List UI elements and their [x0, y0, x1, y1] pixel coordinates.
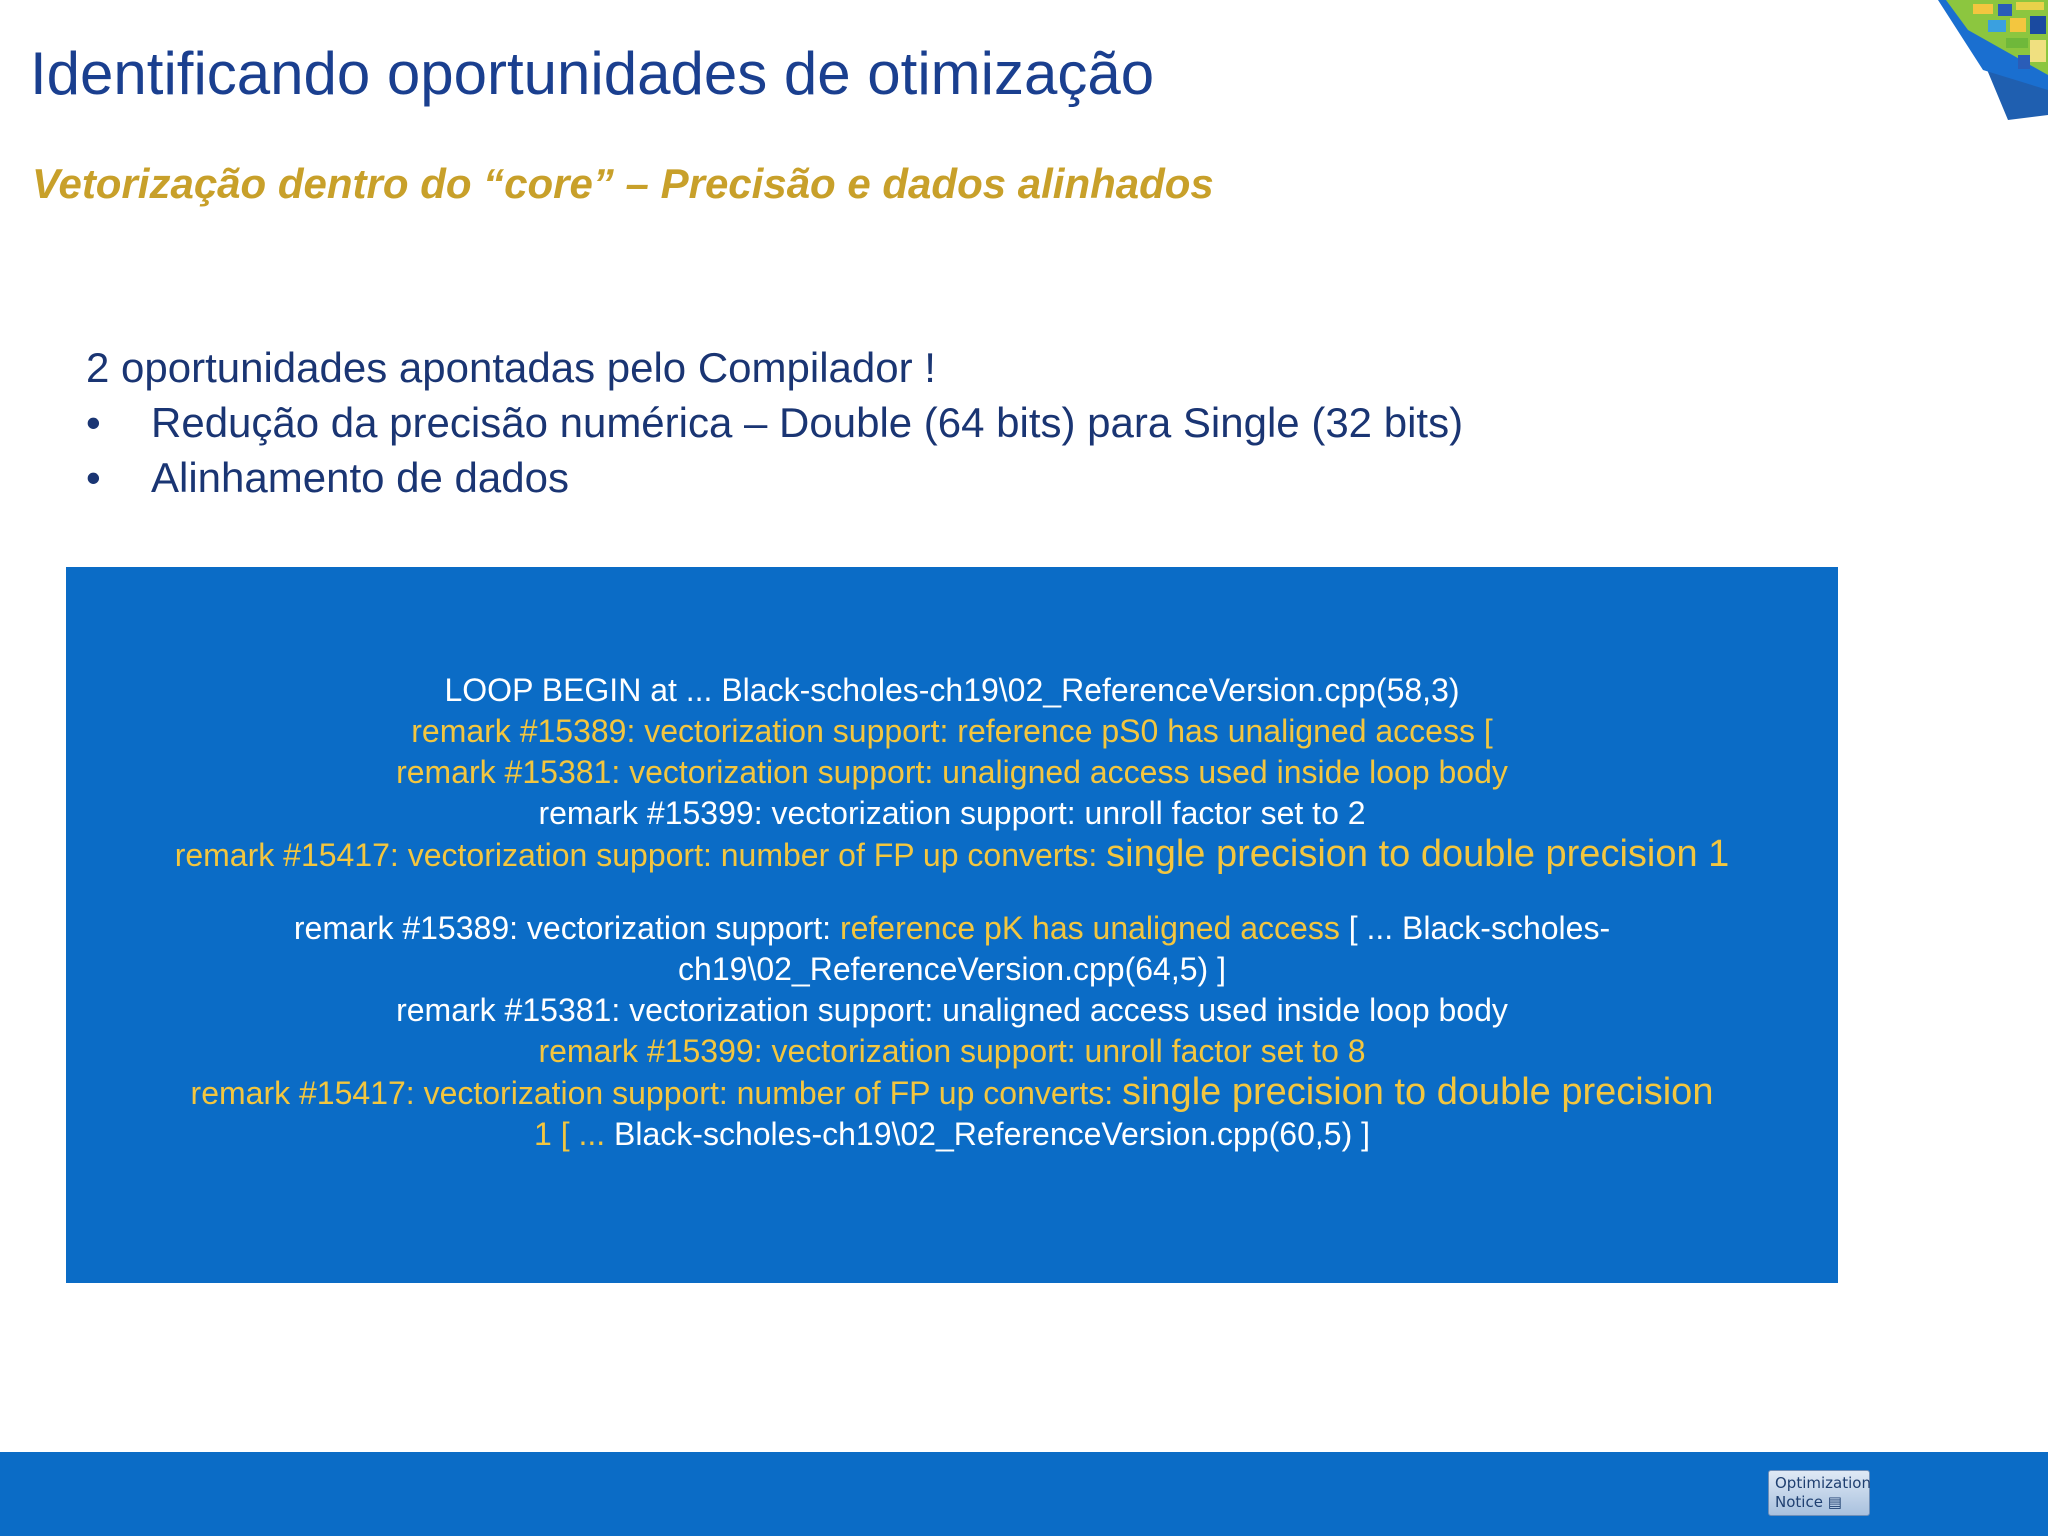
report-line-part: remark #15417: vectorization support: number of FP up converts: [174, 837, 1107, 873]
report-line: LOOP BEGIN at ... Black-scholes-ch19\02_ReferenceVersion.cpp(58,3) [444, 672, 1460, 708]
report-line-highlight: single precision to double precision [1121, 1071, 1714, 1113]
bullet-item [86, 450, 1463, 505]
report-line-part: 1 [ ... [534, 1116, 615, 1152]
report-line-highlight: reference pK has unaligned access [839, 910, 1340, 946]
report-line: ch19\02_ReferenceVersion.cpp(64,5) ] [678, 951, 1226, 987]
report-line [66, 1072, 1838, 1114]
notice-label-line2: Notice ▤ [1775, 1493, 1842, 1511]
bullet-list [86, 340, 1463, 505]
notice-label-line1: Optimization [1775, 1474, 1871, 1492]
bullet-item [86, 395, 1463, 450]
optimization-notice-button[interactable] [1768, 1470, 1870, 1516]
report-line: remark #15381: vectorization support: unaligned access used inside loop body [396, 754, 1508, 790]
report-line: remark #15399: vectorization support: unroll factor set to 2 [538, 795, 1366, 831]
bullets-intro: 2 oportunidades apontadas pelo Compilador ! [86, 344, 936, 391]
bullet-text: Redução da precisão numérica – Double (64 bits) para Single (32 bits) [151, 399, 1464, 446]
bullet-marker: • [86, 399, 101, 446]
report-line [66, 834, 1838, 876]
report-line: remark #15389: vectorization support: reference pS0 has unaligned access [ [411, 713, 1493, 749]
report-line-highlight: single precision to double precision 1 [1106, 833, 1730, 875]
slide-subtitle: Vetorização dentro do “core” – Precisão e dados alinhados [32, 160, 1214, 207]
report-line-part: remark #15389: vectorization support: [293, 910, 840, 946]
report-line-part: Black-scholes-ch19\02_ReferenceVersion.cpp(60,5) ] [614, 1116, 1370, 1152]
notice-icon: ▤ [1827, 1493, 1842, 1511]
report-line-part: [ ... Black-scholes- [1339, 910, 1611, 946]
report-line: remark #15399: vectorization support: unroll factor set to 8 [538, 1033, 1366, 1069]
report-line [66, 1114, 1838, 1155]
report-line [66, 908, 1838, 949]
footer-bar [0, 1452, 2048, 1536]
compiler-report-box [66, 567, 1838, 1283]
compiler-report-lines [66, 670, 1838, 1155]
report-spacer [66, 876, 1838, 908]
corner-logo-graphic [1898, 0, 2048, 120]
report-line-part: remark #15417: vectorization support: number of FP up converts: [190, 1075, 1122, 1111]
bullet-text: Alinhamento de dados [151, 454, 569, 501]
slide-title: Identificando oportunidades de otimização [30, 40, 1155, 107]
bullet-marker: • [86, 454, 101, 501]
report-line: remark #15381: vectorization support: unaligned access used inside loop body [396, 992, 1508, 1028]
